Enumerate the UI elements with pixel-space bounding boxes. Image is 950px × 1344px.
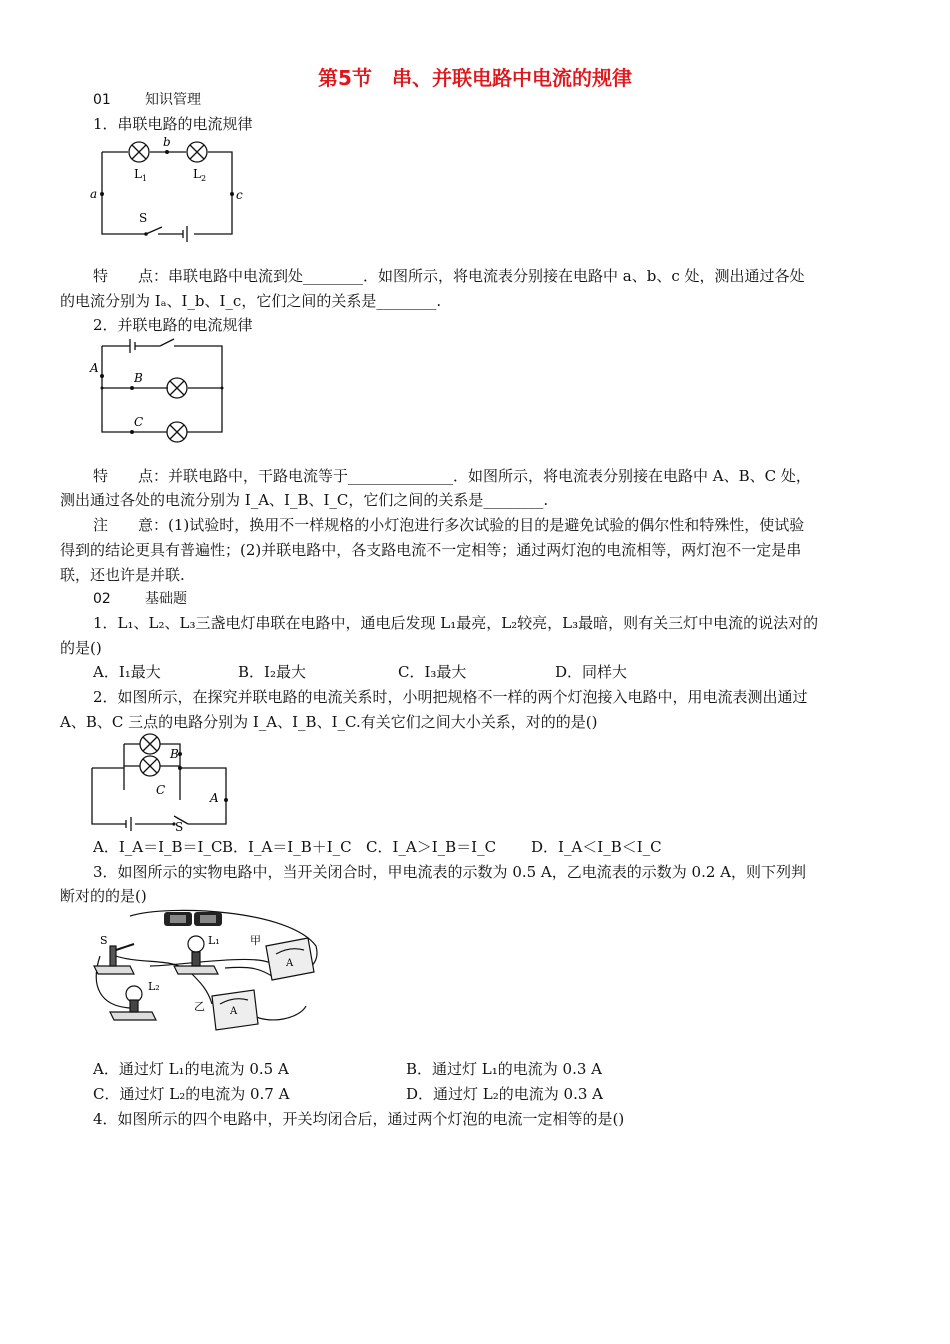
parallel-label-b: B	[134, 371, 143, 385]
q3-label-yi: 乙	[194, 1000, 205, 1013]
series-label-s: S	[139, 211, 148, 225]
q1-option-a: A．I₁最大	[93, 663, 161, 681]
parallel-label-a: A	[90, 361, 99, 375]
q1-option-b: B．I₂最大	[238, 663, 306, 681]
k1-feature-line2: 的电流分别为 Iₐ、I_b、I_c，它们之间的关系是________.	[60, 292, 442, 310]
k2-feature-line2: 测出通过各处的电流分别为 I_A、I_B、I_C，它们之间的关系是________.	[60, 491, 549, 509]
k2-heading: 2．并联电路的电流规律	[93, 316, 253, 334]
series-label-l2-sub: 2	[201, 174, 207, 183]
battery-icon	[164, 912, 222, 926]
section-label-02: 基础题	[145, 591, 187, 607]
q3-option-b: B．通过灯 L₁的电流为 0.3 A	[406, 1060, 602, 1078]
q1-option-d: D．同样大	[555, 663, 628, 681]
q3-ammeter-yi-a: A	[230, 1006, 238, 1017]
q3-option-a: A．通过灯 L₁的电流为 0.5 A	[93, 1060, 289, 1078]
k1-feature-line1: 特 点：串联电路中电流到处________．如图所示，将电流表分别接在电路中 a、b、c 处，测出通过各处	[93, 267, 805, 285]
k2-feature-line1: 特 点：并联电路中，干路电流等于______________．如图所示，将电流表分别接在电路中 A、B、C 处，	[93, 467, 811, 485]
q3-label-l1: L₁	[208, 934, 220, 947]
q3-option-d: D．通过灯 L₂的电流为 0.3 A	[406, 1085, 603, 1103]
k2-note-line1: 注 意：(1)试验时，换用不一样规格的小灯泡进行多次试验的目的是避免试验的偶尔性和特殊性，使试验	[93, 516, 805, 534]
series-label-l1: L	[134, 167, 142, 181]
series-label-b: b	[163, 135, 171, 149]
q2-label-c: C	[156, 783, 166, 797]
series-circuit-diagram	[90, 135, 250, 246]
k2-note-line2: 得到的结论更具有普遍性；(2)并联电路中，各支路电流不一定相等；通过两灯泡的电流相等，两灯泡不一定是串	[60, 541, 802, 559]
q1-stem-line2: 的是()	[60, 639, 102, 657]
q3-physical-circuit-diagram	[90, 906, 330, 1036]
q3-label-l2: L₂	[148, 980, 160, 993]
q1-stem-line1: 1．L₁、L₂、L₃三盏电灯串联在电路中，通电后发现 L₁最亮，L₂较亮，L₃最暗，则有关三灯中电流的说法对的	[93, 614, 819, 632]
q4-stem-line1: 4．如图所示的四个电路中，开关均闭合后，通过两个灯泡的电流一定相等的是()	[93, 1110, 625, 1128]
series-label-l2: L	[193, 167, 201, 181]
q3-label-jia: 甲	[250, 934, 261, 947]
section-number-01: 01	[93, 92, 111, 108]
q3-option-c: C．通过灯 L₂的电流为 0.7 A	[93, 1085, 290, 1103]
k1-heading: 1．串联电路的电流规律	[93, 115, 253, 133]
q3-stem-line1: 3．如图所示的实物电路中，当开关闭合时，甲电流表的示数为 0.5 A，乙电流表的示数为 0.2 A，则下列判	[93, 863, 806, 881]
q3-stem-line2: 断对的的是()	[60, 887, 147, 905]
q2-stem-line2: A、B、C 三点的电路分别为 I_A、I_B、I_C.有关它们之间大小关系，对的的是()	[60, 713, 598, 731]
q2-option-a: A．I_A＝I_B＝I_C	[93, 838, 223, 856]
q2-label-s: S	[175, 820, 184, 834]
q1-option-c: C．I₃最大	[398, 663, 467, 681]
parallel-label-c: C	[134, 415, 144, 429]
section-label-01: 知识管理	[145, 92, 201, 108]
q3-label-s: S	[100, 934, 108, 947]
q2-stem-line1: 2．如图所示，在探究并联电路的电流关系时，小明把规格不一样的两个灯泡接入电路中，用电流表测出通过	[93, 688, 808, 706]
parallel-circuit-diagram	[90, 336, 230, 436]
section-number-02: 02	[93, 591, 111, 607]
q2-label-a: A	[210, 791, 219, 805]
series-label-l1-sub: 1	[142, 174, 148, 183]
k2-note-line3: 联，还也许是并联.	[60, 566, 185, 584]
q2-label-b: B	[170, 747, 179, 761]
page-title: 第5节 串、并联电路中电流的规律	[318, 66, 632, 90]
q2-option-b: B．I_A＝I_B＋I_C	[222, 838, 352, 856]
q3-ammeter-jia-a: A	[286, 958, 294, 969]
q2-circuit-diagram	[88, 734, 238, 832]
series-label-a: a	[90, 187, 98, 201]
q2-option-c: C．I_A＞I_B＝I_C	[366, 838, 497, 856]
q2-option-d: D．I_A＜I_B＜I_C	[531, 838, 662, 856]
series-label-c: c	[236, 188, 243, 202]
